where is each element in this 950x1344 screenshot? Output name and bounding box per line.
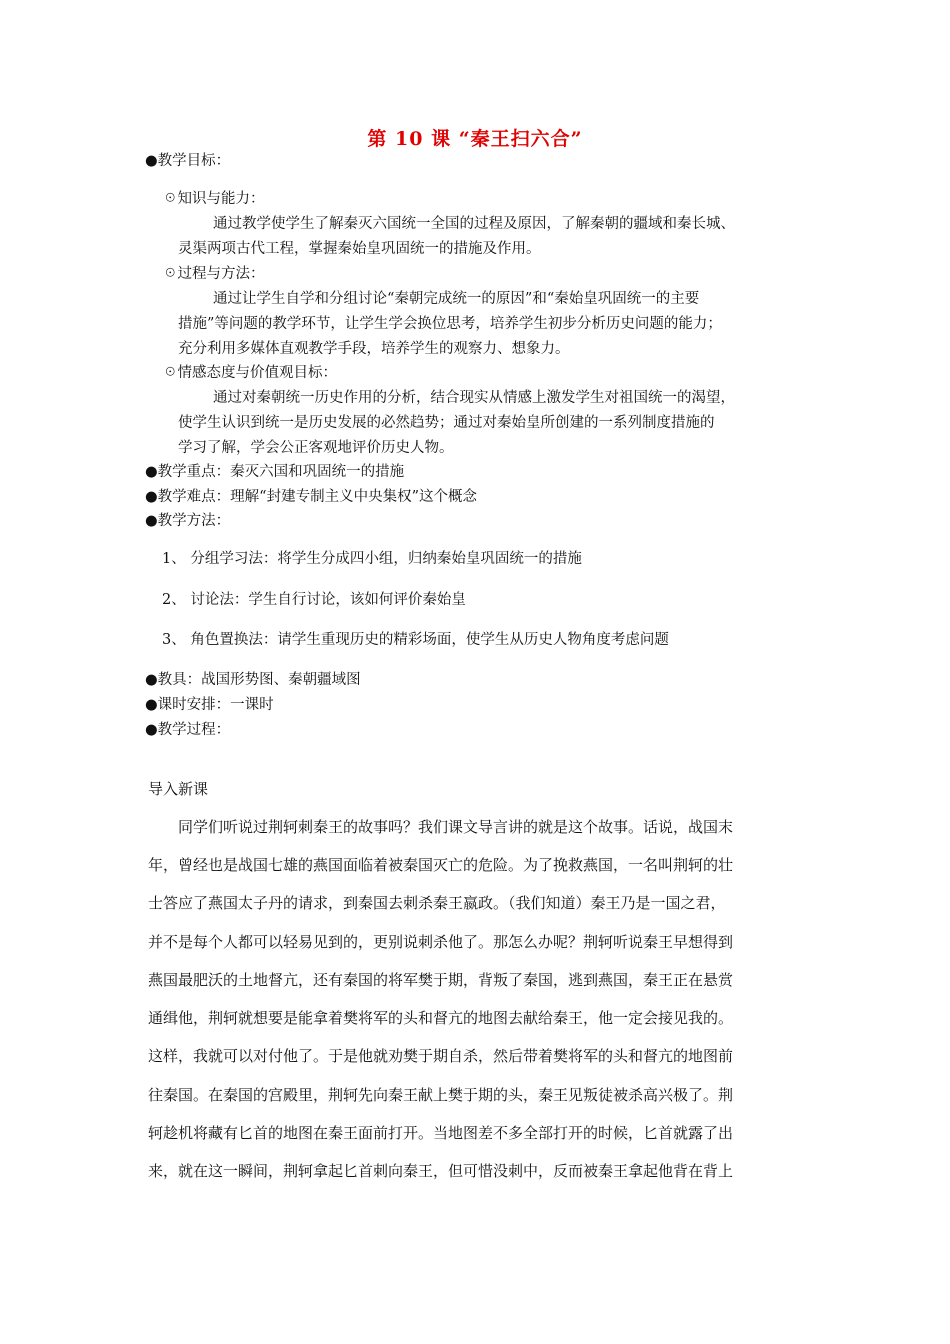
knowledge-line: 灵渠两项古代工程，掌握秦始皇巩固统一的措施及作用。 [178,241,541,257]
method-item: 2、 讨论法：学生自行讨论，该如何评价秦始皇 [162,592,466,608]
intro-line: 年，曾经也是战国七雄的燕国面临着被秦国灭亡的危险。为了挽救燕国，一名叫荆轲的壮 [148,856,734,874]
emotion-heading: ☉情感态度与价值观目标： [163,365,337,381]
intro-line: 同学们听说过荆轲刺秦王的故事吗？我们课文导言讲的就是这个故事。话说，战国末 [178,818,734,836]
lesson-title: 第 10 课 “秦王扫六合” [367,128,583,150]
methods-heading: ●教学方法： [145,513,231,529]
intro-line: 士答应了燕国太子丹的请求，到秦国去刺杀秦王嬴政。（我们知道）秦王乃是一国之君， [148,894,726,912]
process-heading: ☉过程与方法： [163,266,265,282]
teaching-tools: ●教具：战国形势图、秦朝疆域图 [145,672,361,688]
process-line: 通过让学生自学和分组讨论“秦朝完成统一的原因”和“秦始皇巩固统一的主要 [213,291,700,307]
intro-line: 并不是每个人都可以轻易见到的，更别说刺杀他了。那怎么办呢？荆轲听说秦王早想得到 [148,933,734,951]
emotion-line: 通过对秦朝统一历史作用的分析，结合现实从情感上激发学生对祖国统一的渴望， [213,390,735,406]
class-schedule: ●课时安排：一课时 [145,697,274,713]
key-point: ●教学重点：秦灭六国和巩固统一的措施 [145,464,405,480]
intro-heading: 导入新课 [148,780,209,798]
objectives-heading: ●教学目标： [145,153,231,169]
intro-line: 这样，我就可以对付他了。于是他就劝樊于期自杀，然后带着樊将军的头和督亢的地图前 [148,1047,734,1065]
intro-line: 燕国最肥沃的土地督亢，还有秦国的将军樊于期，背叛了秦国，逃到燕国，秦王正在悬赏 [148,971,734,989]
knowledge-heading: ☉知识与能力： [163,191,265,207]
process-line: 措施”等问题的教学环节，让学生学会换位思考，培养学生初步分析历史问题的能力； [178,316,722,332]
intro-line: 往秦国。在秦国的宫殿里，荆轲先向秦王献上樊于期的头，秦王见叛徒被杀高兴极了。荆 [148,1086,734,1104]
intro-line: 通缉他，荆轲就想要是能拿着樊将军的头和督亢的地图去献给秦王，他一定会接见我的。 [148,1009,734,1027]
process-line: 充分利用多媒体直观教学手段，培养学生的观察力、想象力。 [178,341,570,357]
method-item: 3、 角色置换法：请学生重现历史的精彩场面，使学生从历史人物角度考虑问题 [162,632,669,648]
emotion-line: 学习了解，学会公正客观地评价历史人物。 [178,440,454,456]
process-section-heading: ●教学过程： [145,722,231,738]
knowledge-line: 通过教学使学生了解秦灭六国统一全国的过程及原因，了解秦朝的疆域和秦长城、 [213,216,735,232]
intro-line: 来，就在这一瞬间，荆轲拿起匕首刺向秦王，但可惜没刺中，反而被秦王拿起他背在背上 [148,1162,734,1180]
difficulty: ●教学难点：理解“封建专制主义中央集权”这个概念 [145,489,477,505]
emotion-line: 使学生认识到统一是历史发展的必然趋势；通过对秦始皇所创建的一系列制度措施的 [178,415,715,431]
method-item: 1、 分组学习法：将学生分成四小组，归纳秦始皇巩固统一的措施 [162,551,582,567]
intro-line: 轲趁机将藏有匕首的地图在秦王面前打开。当地图差不多全部打开的时候，匕首就露了出 [148,1124,734,1142]
